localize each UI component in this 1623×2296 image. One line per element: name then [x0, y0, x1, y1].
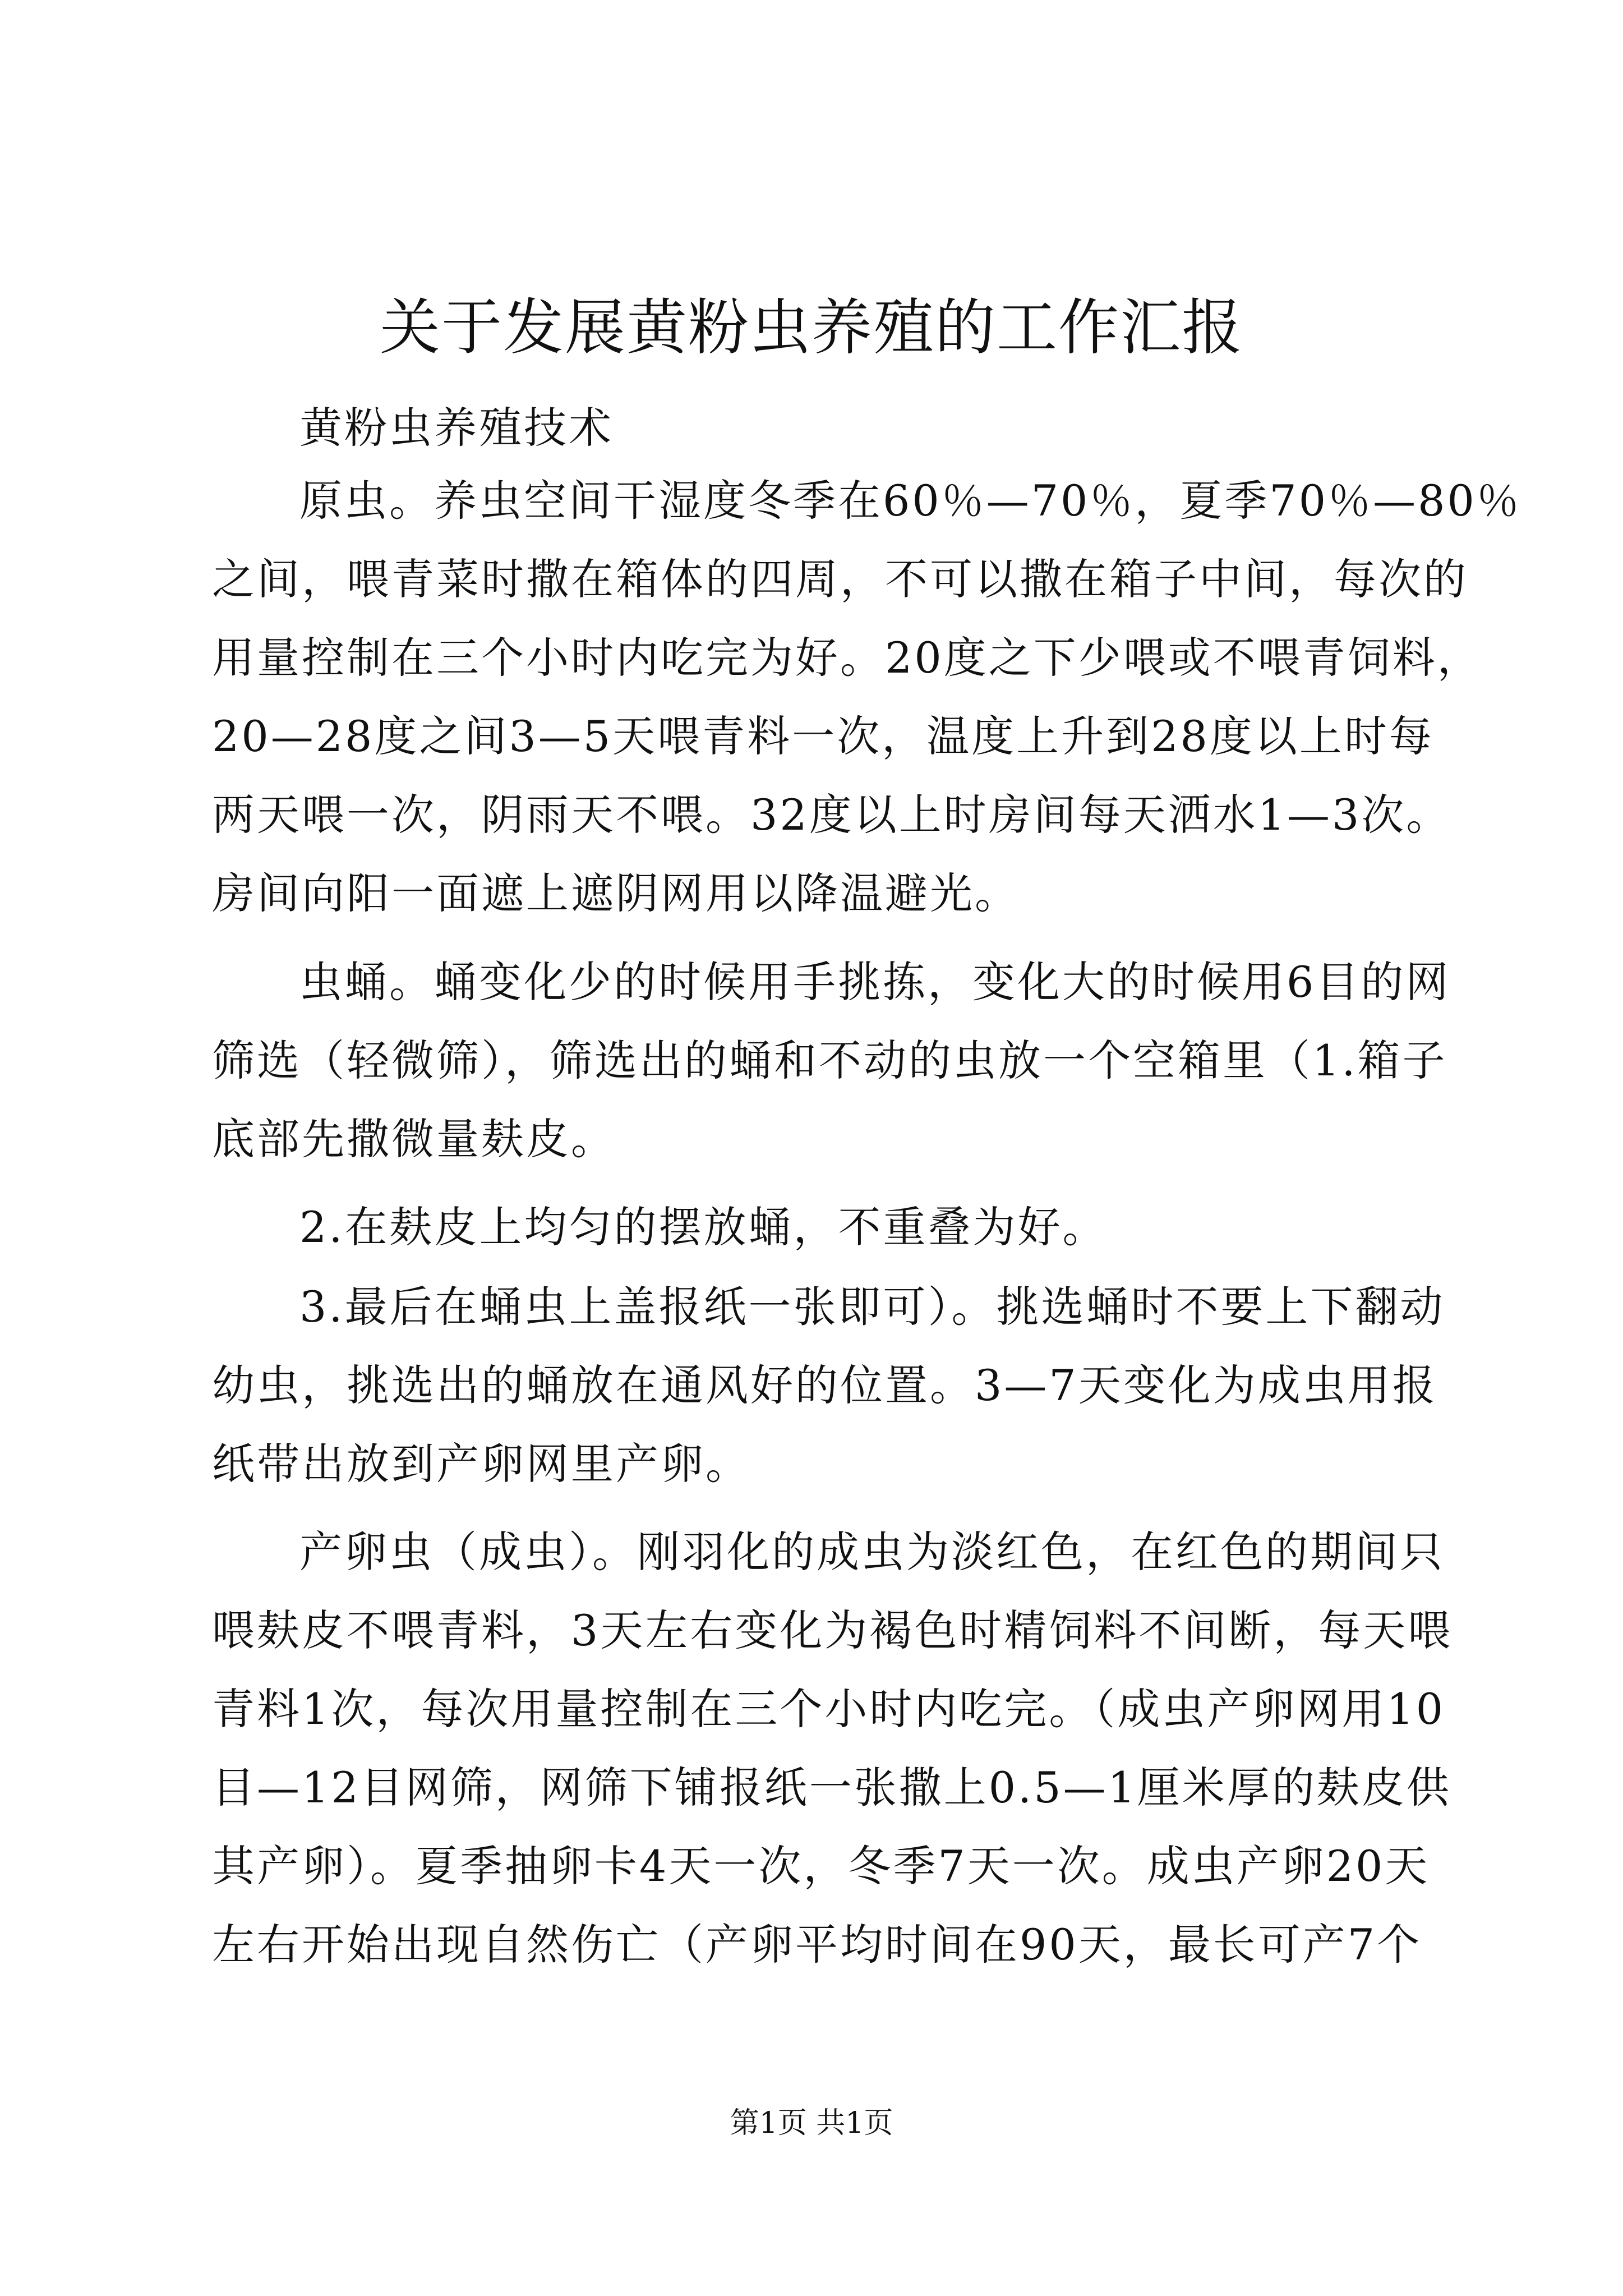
body-line: 筛选（轻微筛），筛选出的蛹和不动的虫放一个空箱里（1.箱子	[212, 1036, 1447, 1085]
body-line: 底部先撒微量麸皮。	[212, 1114, 616, 1164]
body-line: 喂麸皮不喂青料，3天左右变化为褐色时精饲料不间断，每天喂	[212, 1605, 1453, 1655]
body-line: 产卵虫（成虫）。刚羽化的成虫为淡红色，在红色的期间只	[299, 1527, 1445, 1577]
body-line: 其产卵）。夏季抽卵卡4天一次，冬季7天一次。成虫产卵20天	[212, 1841, 1430, 1891]
body-line: 之间，喂青菜时撒在箱体的四周，不可以撒在箱子中间，每次的	[212, 554, 1468, 604]
document-title: 关于发展黄粉虫养殖的工作汇报	[379, 293, 1243, 363]
body-line: 目—12目网筛，网筛下铺报纸一张撒上0.5—1厘米厚的麸皮供	[212, 1763, 1451, 1812]
body-line: 房间向阳一面遮上遮阴网用以降温避光。	[212, 868, 1020, 918]
paragraph-heading: 黄粉虫养殖技术	[299, 403, 614, 453]
page-footer: 第1页 共1页	[730, 2106, 893, 2140]
body-line: 两天喂一次，阴雨天不喂。32度以上时房间每天洒水1—3次。	[212, 790, 1451, 840]
body-line: 虫蛹。蛹变化少的时候用手挑拣，变化大的时候用6目的网	[299, 957, 1451, 1007]
body-line: 原虫。养虫空间干湿度冬季在60％—70％，夏季70％—80％	[299, 476, 1521, 526]
body-line: 2.在麸皮上均匀的摆放蛹，不重叠为好。	[299, 1202, 1108, 1252]
body-line: 20—28度之间3—5天喂青料一次，温度上升到28度以上时每	[212, 711, 1434, 761]
body-line: 纸带出放到产卵网里产卵。	[212, 1439, 750, 1489]
body-line: 3.最后在蛹虫上盖报纸一张即可）。挑选蛹时不要上下翻动	[299, 1282, 1445, 1332]
body-line: 幼虫，挑选出的蛹放在通风好的位置。3—7天变化为成虫用报	[212, 1360, 1437, 1410]
body-line: 用量控制在三个小时内吃完为好。20度之下少喂或不喂青饲料，	[212, 633, 1482, 683]
body-line: 左右开始出现自然伤亡（产卵平均时间在90天，最长可产7个	[212, 1920, 1422, 1970]
body-line: 青料1次，每次用量控制在三个小时内吃完。（成虫产卵网用10	[212, 1684, 1446, 1734]
